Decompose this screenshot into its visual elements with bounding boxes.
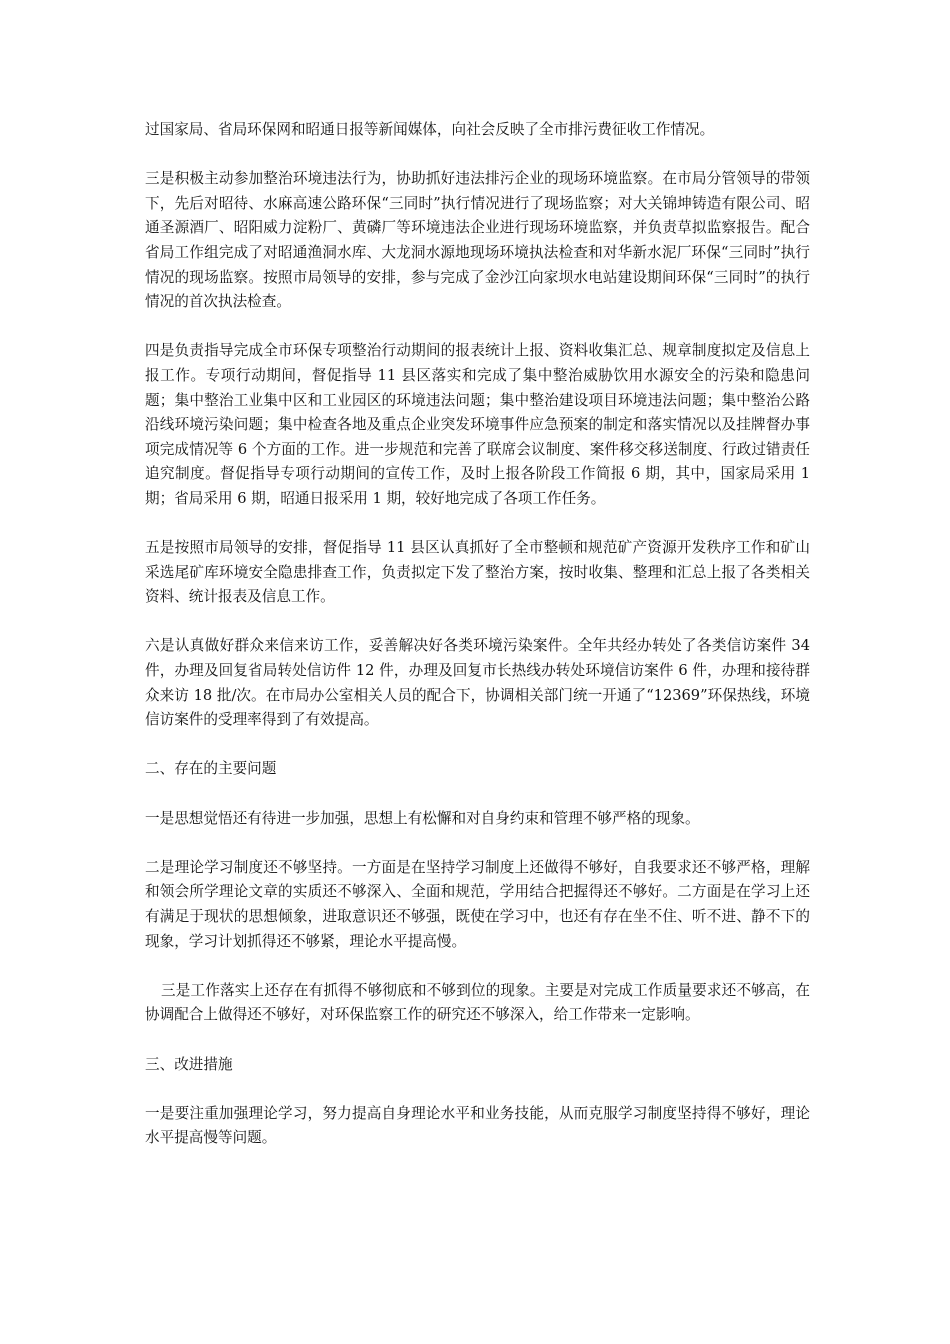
paragraph-item-six-petitions: 六是认真做好群众来信来访工作，妥善解决好各类环境污染案件。全年共经办转处了各类信访案件 34 件，办理及回复省局转处信访件 12 件，办理及回复市长热线办转处环境信访案件 6 件，办理和接待群众来访 18 批/次。在市局办公室相关人员的配合下，协调相关部门统一开通了“12369”环保热线，环境信访案件的受理率得到了有效提高。: [145, 637, 815, 729]
paragraph-media-report: 过国家局、省局环保网和昭通日报等新闻媒体，向社会反映了全市排污费征收工作情况。: [145, 121, 715, 138]
paragraph-problem-two: 二是理论学习制度还不够坚持。一方面是在坚持学习制度上还做得不够好，自我要求还不够严格，理解和领会所学理论文章的实质还不够深入、全面和规范，学用结合把握得还不够好。二方面是在学习上还有满足于现状的思想倾象，进取意识还不够强，既使在学习中，也还有存在坐不住、听不进、静不下的现象，学习计划抓得还不够紧，理论水平提高慢。: [145, 858, 810, 950]
paragraph-problem-three: 三是工作落实上还存在有抓得不够彻底和不够到位的现象。主要是对完成工作质量要求还不够高，在协调配合上做得还不够好，对环保监察工作的研究还不够深入，给工作带来一定影响。: [145, 981, 810, 1024]
paragraph-item-four-reporting: 四是负责指导完成全市环保专项整治行动期间的报表统计上报、资料收集汇总、规章制度拟定及信息上报工作。专项行动期间，督促指导 11 县区落实和完成了集中整治威胁饮用水源安全的污染和隐患问题；集中整治工业集中区和工业园区的环境违法问题；集中整治建设项目环境违法问题；集中整治公路沿线环境污染问题；集中检查各地及重点企业突发环境事件应急预案的制定和落实情况以及挂牌督办事项完成情况等 6 个方面的工作。进一步规范和完善了联席会议制度、案件移交移送制度、行政过错责任追究制度。督促指导专项行动期间的宣传工作，及时上报各阶段工作简报 6 期，其中，国家局采用 1 期；省局采用 6 期，昭通日报采用 1 期，较好地完成了各项工作任务。: [145, 342, 815, 507]
paragraph-item-three-supervision: 三是积极主动参加整治环境违法行为，协助抓好违法排污企业的现场环境监察。在市局分管领导的带领下，先后对昭待、水麻高速公路环保“三同时”执行情况进行了现场监察；对大关锦坤铸造有限公司、昭通圣源酒厂、昭阳威力淀粉厂、黄磷厂等环境违法企业进行现场环境监察，并负责草拟监察报告。配合省局工作组完成了对昭通渔洞水库、大龙洞水源地现场环境执法检查和对华新水泥厂环保“三同时”执行情况的现场监察。按照市局领导的安排，参与完成了金沙江向家坝水电站建设期间环保“三同时”的执行情况的首次执法检查。: [145, 170, 810, 311]
section-heading-problems: 二、存在的主要问题: [145, 760, 277, 778]
document-body: [145, 118, 815, 1176]
paragraph-item-five-mining: 五是按照市局领导的安排，督促指导 11 县区认真抓好了全市整顿和规范矿产资源开发秩序工作和矿山采选尾矿库环境安全隐患排查工作，负责拟定下发了整治方案，按时收集、整理和汇总上报了各类相关资料、统计报表及信息工作。: [145, 539, 810, 606]
paragraph-problem-one: 一是思想觉悟还有待进一步加强，思想上有松懈和对自身约束和管理不够严格的现象。: [145, 809, 700, 827]
section-heading-improvements: 三、改进措施: [145, 1055, 233, 1073]
paragraph-improvement-one: 一是要注重加强理论学习，努力提高自身理论水平和业务技能，从而克服学习制度坚持得不够好，理论水平提高慢等问题。: [145, 1104, 810, 1147]
